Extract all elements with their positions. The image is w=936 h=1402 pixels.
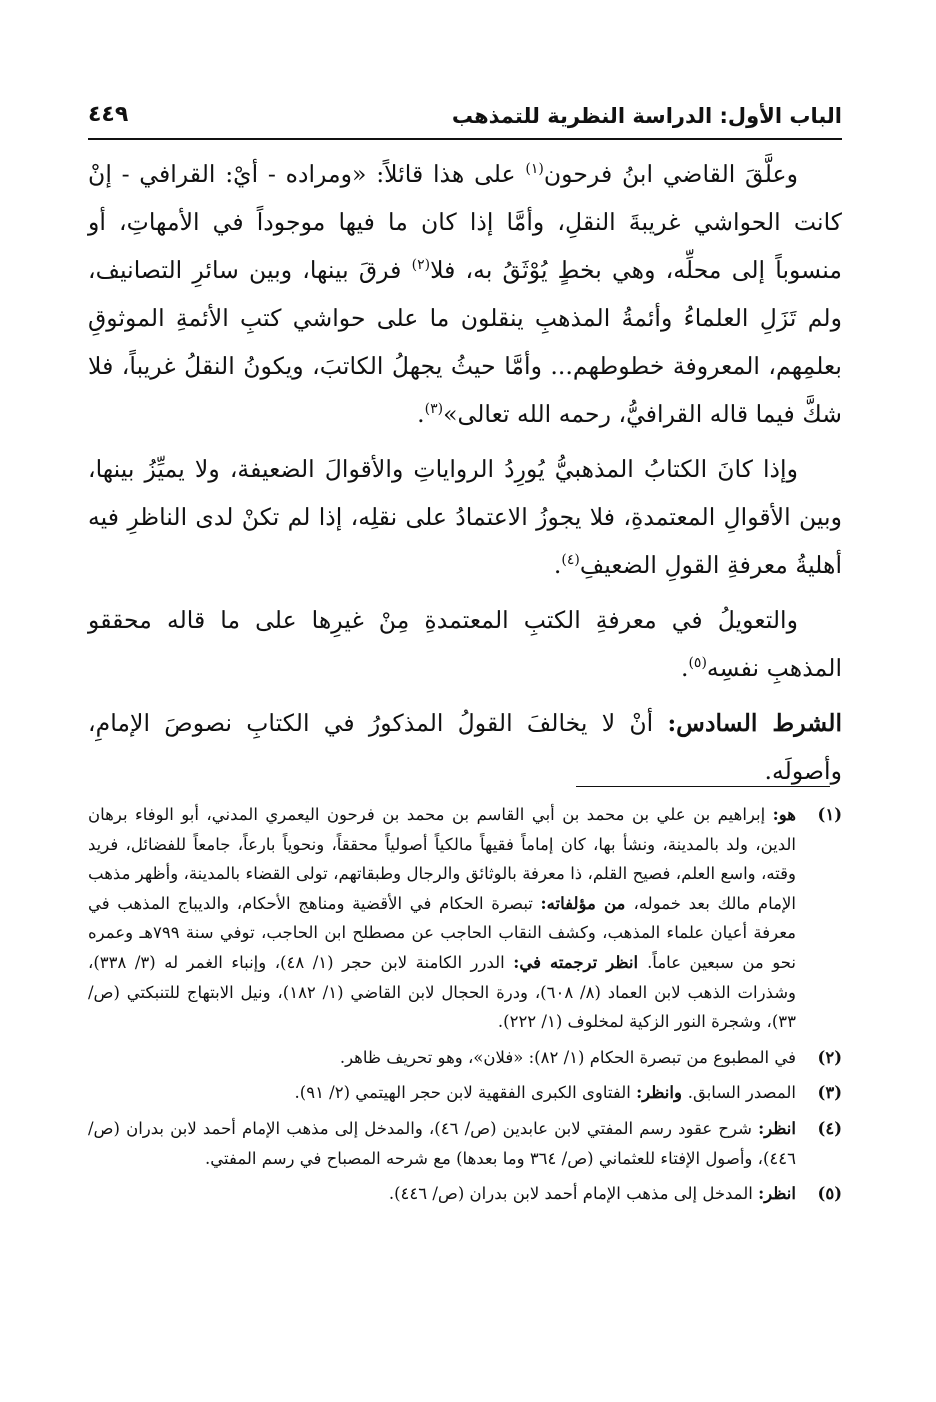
footnote-text bbox=[88, 1114, 796, 1173]
paragraph-text: على هذا قائلاً: «ومراده - أيْ: القرافي - إنْ كانت الحواشي غريبةَ النقلِ، وأمَّا إذا كان ما فيها موجوداً في الأمهاتِ، أو منسوباً إلى محلِّه، وهي بخطٍ يُوْثَقُ به، فلا bbox=[88, 160, 842, 284]
footnote-ref: (٢) bbox=[411, 257, 431, 274]
footnote bbox=[88, 800, 842, 1037]
paragraph bbox=[88, 445, 842, 589]
page-number: ٤٤٩ bbox=[88, 102, 129, 127]
footnote-body: المصدر السابق. bbox=[687, 1083, 796, 1103]
footnote-body: شرح عقود رسم المفتي لابن عابدين (ص/ ٤٦)، والمدخل إلى مذهب الإمام أحمد لابن بدران (ص/ ٤٤٦)، وأصول الإفتاء للعثماني (ص/ ٣٦٤ وما بعدها) مع شرحه المصباح في رسم المفتي. bbox=[88, 1118, 796, 1168]
footnote bbox=[88, 1179, 842, 1209]
footnote-separator bbox=[576, 786, 830, 787]
footnote-number: (٢) bbox=[817, 1047, 842, 1067]
footnote-ref: (٥) bbox=[688, 655, 707, 672]
footnote-text bbox=[88, 1179, 796, 1209]
paragraph-text: . bbox=[417, 400, 425, 428]
footnote-label: انظر ترجمته في: bbox=[513, 952, 648, 972]
footnote-body: الفتاوى الكبرى الفقهية لابن حجر الهيتمي (٢/ ٩١). bbox=[294, 1083, 637, 1103]
footnote-number: (٤) bbox=[817, 1118, 842, 1138]
paragraph bbox=[88, 150, 842, 438]
footnote-body: المدخل إلى مذهب الإمام أحمد لابن بدران (ص/ ٤٤٦). bbox=[388, 1184, 759, 1204]
footnote-label: هو: bbox=[772, 805, 796, 824]
running-title: الباب الأول: الدراسة النظرية للتمذهب bbox=[451, 104, 842, 128]
footnote-label: وانظر: bbox=[636, 1083, 688, 1103]
paragraph-text: والتعويلُ في معرفةِ الكتبِ المعتمدةِ مِنْ غيرِها على ما قاله محققو المذهبِ نفسِه bbox=[88, 606, 842, 682]
condition-paragraph bbox=[88, 699, 842, 795]
paragraph-text: وعلَّقَ القاضي ابنُ فرحون bbox=[543, 160, 798, 188]
page-header bbox=[88, 98, 842, 140]
condition-label: الشرط السادس: bbox=[667, 709, 843, 737]
main-text bbox=[88, 150, 842, 802]
footnote-number: (٣) bbox=[817, 1083, 842, 1103]
footnote-body: في المطبوع من تبصرة الحكام (١/ ٨٢): «فلان»، وهو تحريف ظاهر. bbox=[339, 1047, 796, 1067]
footnote-text bbox=[88, 800, 796, 1037]
footnote-number: (١) bbox=[817, 805, 842, 824]
footnote-label: انظر: bbox=[758, 1118, 796, 1138]
footnote-label: من مؤلفاته: bbox=[540, 893, 634, 913]
footnote-ref: (٤) bbox=[561, 552, 580, 569]
paragraph-text: وإذا كانَ الكتابُ المذهبيُّ يُورِدُ الرواياتِ والأقوالَ الضعيفة، ولا يميِّزُ بينها، وبين الأقوالِ المعتمدةِ، فلا يجوزُ الاعتمادُ على نقلِه، إذا لم تكنْ لدى الناظرِ فيه أهليةُ معرفةِ القولِ الضعيفِ bbox=[88, 455, 842, 579]
footnote-ref: (١) bbox=[525, 161, 544, 178]
paragraph-text: . bbox=[553, 551, 562, 579]
footnote-label: انظر: bbox=[758, 1184, 796, 1204]
footnote-number: (٥) bbox=[817, 1184, 842, 1204]
paragraph-text: أنْ لا يخالفَ القولُ المذكورُ في الكتابِ نصوصَ الإمامِ، وأصولَه. bbox=[88, 709, 842, 785]
footnote bbox=[88, 1043, 842, 1073]
paragraph-text: . bbox=[680, 654, 689, 682]
paragraph bbox=[88, 596, 842, 692]
footnote-text bbox=[88, 1078, 796, 1108]
footnote-body: الدرر الكامنة لابن حجر (١/ ٤٨)، وإنباء الغمر له (٣/ ٣٣٨)، وشذرات الذهب لابن العماد (٨/ ٦٠٨)، ودرة الحجال لابن القاضي (١/ ١٨٢)، ونيل الابتهاج للتنبكتي (ص/ ٣٣)، وشجرة النور الزكية لمخلوف (١/ ٢٢٢). bbox=[88, 952, 797, 1032]
paragraph-text: فرقَ بينها، وبين سائرِ التصانيف، ولم تَزَلِ العلماءُ وأئمةُ المذهبِ ينقلون ما على حواشي كتبِ الأئمةِ الموثوقِ بعلمِهم، المعروفة خطوطهم... وأمَّا حيثُ يجهلُ الكاتبَ، ويكونُ النقلُ غريباً، فلا شكَّ فيما قاله القرافيُّ، رحمه الله تعالى» bbox=[88, 256, 842, 428]
footnotes bbox=[88, 800, 842, 1215]
footnote-body: إبراهيم بن علي بن محمد بن أبي القاسم بن محمد بن فرحون اليعمري المدني، أبو الوفاء برهان الدين، ولد بالمدينة، ونشأ بها، كان إماماً فقيهاً مالكياً أصولياً محققاً، ونحوياً بارعاً، جامعاً للفضائل، فريد وقته، واسع العلم، فصيح القلم، ذا معرفة بالوثائق والرجال وطبقاتهم، تولى القضاء بالمدينة، وأظهر مذهب الإمام مالك بعد خموله، bbox=[88, 805, 796, 913]
footnote-ref: (٣) bbox=[424, 401, 444, 418]
footnote-text bbox=[88, 1043, 796, 1073]
footnote bbox=[88, 1114, 842, 1173]
footnote-body: تبصرة الحكام في الأقضية ومناهج الأحكام، والديباج المذهب في معرفة أعيان علماء المذهب، وكشف النقاب الحاجب عن مصطلح ابن الحاجب، توفي سنة ٧٩٩هـ وعمره نحو من سبعين عاماً. bbox=[88, 893, 797, 972]
footnote bbox=[88, 1078, 842, 1108]
